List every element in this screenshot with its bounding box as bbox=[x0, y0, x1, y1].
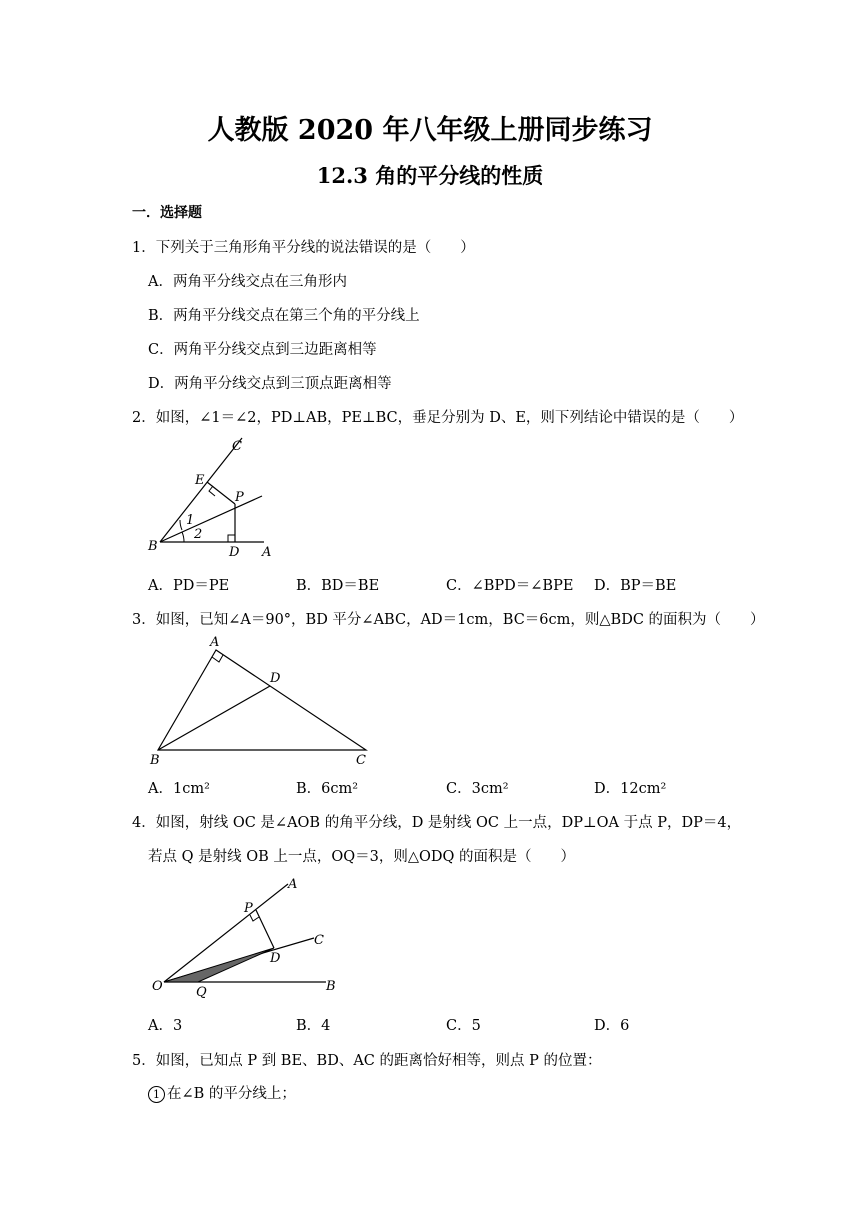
question-3-option-c: C．3cm² bbox=[446, 781, 509, 797]
question-4-options bbox=[0, 1014, 860, 1034]
question-4-option-d: D．6 bbox=[594, 1018, 630, 1034]
q2-label-1: 1 bbox=[186, 513, 195, 528]
question-2-figure bbox=[140, 432, 300, 562]
q4-label-o: O bbox=[152, 979, 163, 994]
page-title: 人教版 2020 年八年级上册同步练习 bbox=[207, 115, 653, 146]
question-3-figure bbox=[140, 632, 380, 768]
q3-label-c: C bbox=[356, 753, 366, 768]
question-3-stem: 3．如图，已知∠A＝90°，BD 平分∠ABC，AD＝1cm，BC＝6cm，则△BDC 的面积为（ ） bbox=[132, 612, 765, 628]
q3-label-d: D bbox=[270, 671, 281, 686]
question-4-option-b: B．4 bbox=[296, 1018, 331, 1034]
question-2-stem: 2．如图，∠1＝∠2，PD⊥AB，PE⊥BC，垂足分别为 D、E，则下列结论中错误的是（ ） bbox=[132, 410, 744, 426]
q2-label-c: C bbox=[232, 439, 242, 454]
question-3-option-d: D．12cm² bbox=[594, 781, 667, 797]
question-5-item-1-text: 在∠B 的平分线上； bbox=[167, 1086, 296, 1102]
q3-label-a: A bbox=[210, 635, 220, 650]
q4-label-b: B bbox=[326, 979, 336, 994]
question-4-stem-line-2: 若点 Q 是射线 OB 上一点，OQ＝3，则△ODQ 的面积是（ ） bbox=[148, 849, 576, 865]
q4-label-p: P bbox=[244, 901, 253, 916]
question-2-option-a: A．PD＝PE bbox=[148, 578, 230, 594]
q2-label-e: E bbox=[195, 473, 205, 488]
page-subtitle: 12.3 角的平分线的性质 bbox=[316, 163, 544, 188]
question-4-option-a: A．3 bbox=[148, 1018, 183, 1034]
question-1-stem: 1．下列关于三角形角平分线的说法错误的是（ ） bbox=[132, 240, 475, 256]
q2-label-2: 2 bbox=[194, 527, 203, 542]
q4-label-a: A bbox=[288, 877, 298, 892]
q2-label-p: P bbox=[235, 490, 244, 505]
question-3-option-a: A．1cm² bbox=[148, 781, 210, 797]
question-2-option-d: D．BP＝BE bbox=[594, 578, 677, 594]
question-4-stem-line-1: 4．如图，射线 OC 是∠AOB 的角平分线，D 是射线 OC 上一点，DP⊥OA 于点 P，DP＝4， bbox=[132, 815, 742, 831]
question-2-option-b: B．BD＝BE bbox=[296, 578, 380, 594]
question-1-option-a: A．两角平分线交点在三角形内 bbox=[148, 274, 347, 290]
q2-label-a: A bbox=[262, 545, 272, 560]
q4-label-q: Q bbox=[196, 985, 207, 1000]
question-1-option-d: D．两角平分线交点到三顶点距离相等 bbox=[148, 376, 392, 392]
q2-label-b: B bbox=[148, 539, 158, 554]
question-3-option-b: B．6cm² bbox=[296, 781, 359, 797]
q4-label-c: C bbox=[314, 933, 324, 948]
question-1-option-c: C．两角平分线交点到三边距离相等 bbox=[148, 342, 377, 358]
q2-label-d: D bbox=[229, 545, 240, 560]
q3-label-b: B bbox=[150, 753, 160, 768]
section-heading: 一．选择题 bbox=[132, 205, 202, 221]
question-2-options bbox=[0, 574, 860, 594]
q4-label-d: D bbox=[270, 951, 281, 966]
circled-number: 1 bbox=[148, 1086, 165, 1103]
question-5-item-1 bbox=[148, 1082, 296, 1103]
question-3-options bbox=[0, 777, 860, 797]
question-4-figure bbox=[146, 872, 346, 1002]
question-1-option-b: B．两角平分线交点在第三个角的平分线上 bbox=[148, 308, 420, 324]
question-4-option-c: C．5 bbox=[446, 1018, 481, 1034]
question-5-stem: 5．如图，已知点 P 到 BE、BD、AC 的距离恰好相等，则点 P 的位置： bbox=[132, 1053, 602, 1069]
question-2-option-c: C．∠BPD＝∠BPE bbox=[446, 578, 574, 594]
